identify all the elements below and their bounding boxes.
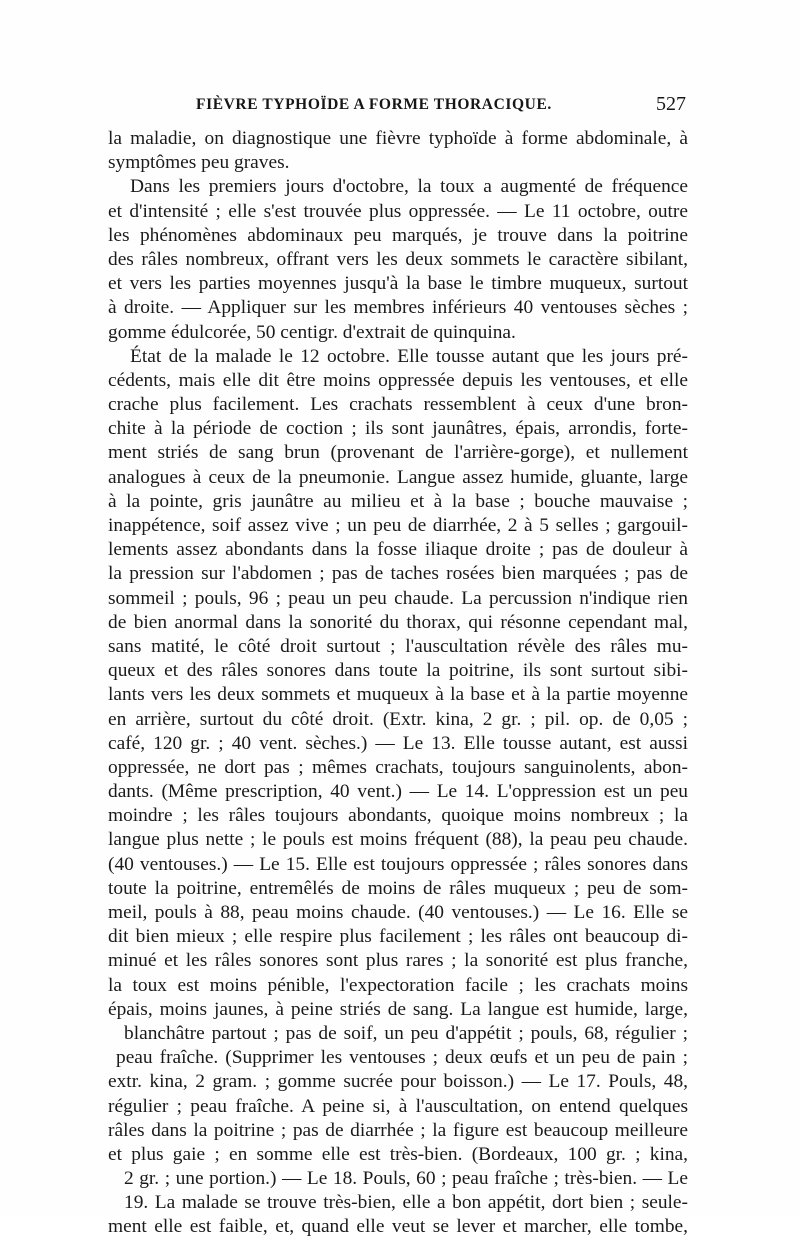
text-line: analogues à ceux de la pneumonie. Langue assez humide, gluante, large <box>108 466 688 488</box>
text-line: dit bien mieux ; elle respire plus facilement ; les râles ont beaucoup di- <box>108 926 688 948</box>
text-line: et vers les parties moyennes jusqu'à la base le timbre muqueux, surtout <box>108 273 688 295</box>
text-line: minué et les râles sonores sont plus rares ; la sonorité est plus franche, <box>108 950 688 972</box>
text-line: crache plus facilement. Les crachats ressemblent à ceux d'une bron- <box>108 394 688 416</box>
text-line: extr. kina, 2 gram. ; gomme sucrée pour boisson.) — Le 17. Pouls, 48, <box>108 1071 688 1093</box>
text-line: inappétence, soif assez vive ; un peu de diarrhée, 2 à 5 selles ; gargouil- <box>108 515 688 536</box>
text-line: ment striés de sang brun (provenant de l'arrière-gorge), et nullement <box>108 442 688 464</box>
text-line: 2 gr. ; une portion.) — Le 18. Pouls, 60 ; peau fraîche ; très-bien. — Le <box>124 1168 688 1190</box>
text-line: et d'intensité ; elle s'est trouvée plus oppressée. — Le 11 octobre, outre <box>108 200 688 222</box>
page-number: 527 <box>656 93 686 115</box>
text-line: café, 120 gr. ; 40 vent. sèches.) — Le 13. Elle tousse autant, est aussi <box>108 732 688 754</box>
text-line: râles dans la poitrine ; pas de diarrhée ; la figure est beaucoup meilleure <box>108 1119 688 1141</box>
text-line: peau fraîche. (Supprimer les ventouses ; deux œufs et un peu de pain ; <box>116 1047 688 1069</box>
text-line: la maladie, on diagnostique une fièvre typhoïde à forme abdominale, à <box>108 128 688 149</box>
running-title: FIÈVRE TYPHOÏDE A FORME THORACIQUE. <box>196 96 552 113</box>
text-line: à la pointe, gris jaunâtre au milieu et à la base ; bouche mauvaise ; <box>108 490 688 512</box>
text-line: meil, pouls à 88, peau moins chaude. (40 ventouses.) — Le 16. Elle se <box>108 902 688 923</box>
text-line: à droite. — Appliquer sur les membres inférieurs 40 ventouses sèches ; <box>108 297 688 319</box>
text-line: les phénomènes abdominaux peu marqués, je trouve dans la poitrine <box>108 224 688 246</box>
text-line: toute la poitrine, entremêlés de moins de râles muqueux ; peu de som- <box>108 877 688 899</box>
text-line: la toux est moins pénible, l'expectoration facile ; les crachats moins <box>108 974 688 996</box>
text-line: sans matité, le côté droit surtout ; l'auscultation révèle des râles mu- <box>108 635 688 657</box>
text-line: cédents, mais elle dit être moins oppressée depuis les ventouses, et elle <box>108 369 688 391</box>
text-line: ment elle est faible, et, quand elle veut se lever et marcher, elle tombe, <box>108 1216 688 1238</box>
text-line: épais, moins jaunes, à peine striés de sang. La langue est humide, large, <box>108 998 688 1020</box>
text-line: gomme édulcorée, 50 centigr. d'extrait de quinquina. <box>108 321 516 343</box>
text-line: lants vers les deux sommets et muqueux à la base et à la partie moyenne <box>108 684 688 706</box>
body-text <box>108 127 688 1240</box>
text-line: dants. (Même prescription, 40 vent.) — Le 14. L'oppression est un peu <box>108 781 688 803</box>
text-line: blanchâtre partout ; pas de soif, un peu d'appétit ; pouls, 68, régulier ; <box>124 1022 688 1044</box>
text-line: État de la malade le 12 octobre. Elle tousse autant que les jours pré- <box>130 345 688 367</box>
text-line: et plus gaie ; en somme elle est très-bien. (Bordeaux, 100 gr. ; kina, <box>108 1143 688 1165</box>
text-line: Dans les premiers jours d'octobre, la toux a augmenté de fréquence <box>130 176 688 198</box>
text-line: symptômes peu graves. <box>108 152 290 174</box>
text-line: langue plus nette ; le pouls est moins fréquent (88), la peau peu chaude. <box>108 829 688 851</box>
text-line: chite à la période de coction ; ils sont jaunâtres, épais, arrondis, forte- <box>108 418 688 440</box>
text-line: en arrière, surtout du côté droit. (Extr. kina, 2 gr. ; pil. op. de 0,05 ; <box>108 708 688 730</box>
text-line: moindre ; les râles toujours abondants, quoique moins nombreux ; la <box>108 805 688 827</box>
text-line: des râles nombreux, offrant vers les deux sommets le caractère sibilant, <box>108 248 688 270</box>
text-line: (40 ventouses.) — Le 15. Elle est toujours oppressée ; râles sonores dans <box>108 853 688 875</box>
text-line: queux et des râles sonores dans toute la poitrine, ils sont surtout sibi- <box>108 660 688 682</box>
text-line: 19. La malade se trouve très-bien, elle a bon appétit, dort bien ; seule- <box>124 1192 688 1214</box>
text-line: la pression sur l'abdomen ; pas de taches rosées bien marquées ; pas de <box>108 563 688 585</box>
text-line: sommeil ; pouls, 96 ; peau un peu chaude. La percussion n'indique rien <box>108 587 688 609</box>
text-line: de bien anormal dans la sonorité du thorax, qui résonne cependant mal, <box>108 611 688 633</box>
text-line: lements assez abondants dans la fosse iliaque droite ; pas de douleur à <box>108 539 688 561</box>
text-line: oppressée, ne dort pas ; mêmes crachats, toujours sanguinolents, abon- <box>108 756 688 778</box>
running-head <box>108 93 688 120</box>
text-line: régulier ; peau fraîche. A peine si, à l'auscultation, on entend quelques <box>108 1095 688 1117</box>
